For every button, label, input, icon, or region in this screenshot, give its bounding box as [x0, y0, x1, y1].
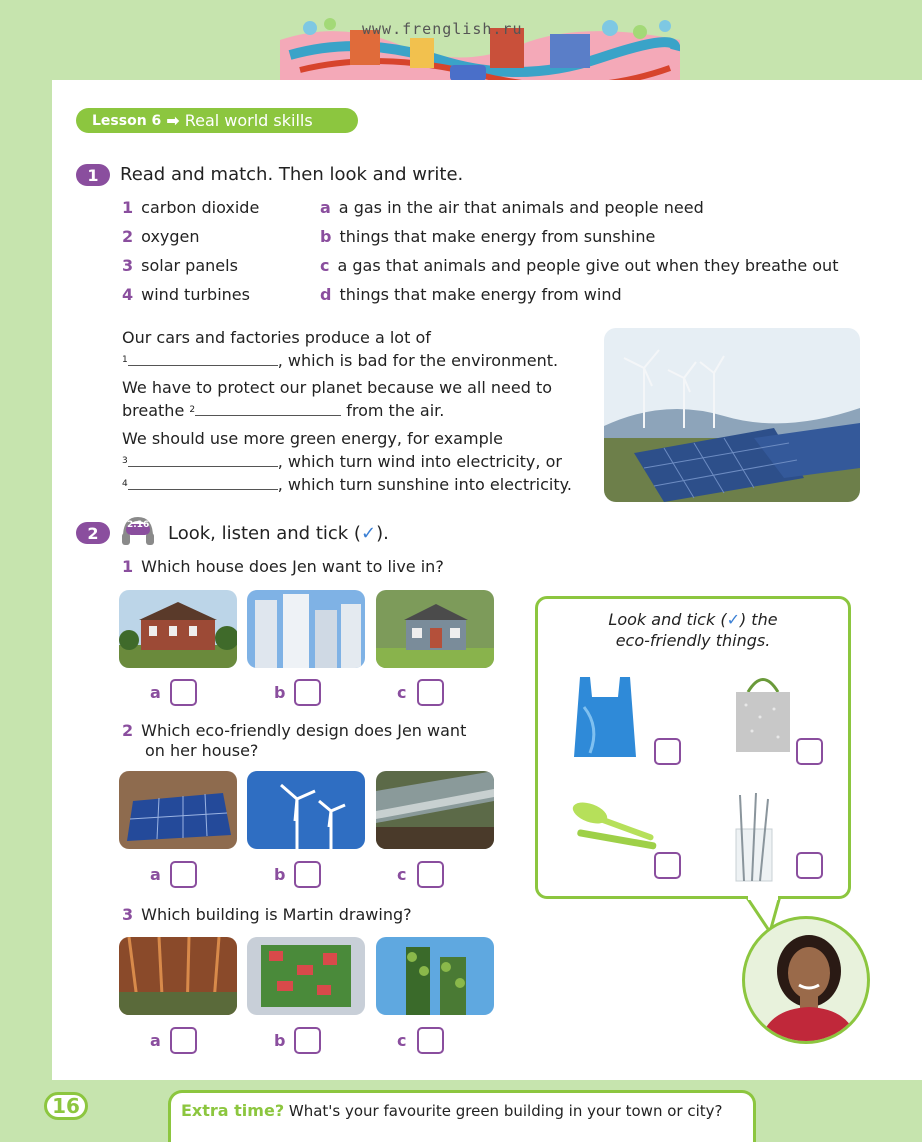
q2-checkbox-b[interactable]	[294, 861, 321, 888]
match-left-4: 4 wind turbines	[122, 285, 250, 304]
watermark: www.frenglish.ru	[362, 20, 523, 38]
q2-option-a: a	[150, 861, 197, 888]
q1-option-b: b	[274, 679, 321, 706]
eco-checkbox-cloth-bag[interactable]	[796, 738, 823, 765]
exercise-2-instruction: Look, listen and tick (✓).	[168, 523, 389, 544]
match-left-3: 3 solar panels	[122, 256, 238, 275]
exercise-2-number: 2	[76, 522, 110, 544]
arrow-right-icon: ➡	[166, 111, 180, 130]
q1-checkbox-c[interactable]	[417, 679, 444, 706]
match-right-c: c a gas that animals and people give out when they breathe out	[320, 256, 839, 275]
eco-friendly-panel	[535, 596, 851, 899]
q3-option-a: a	[150, 1027, 197, 1054]
plastic-bag-icon	[570, 667, 640, 762]
match-left-2: 2 oxygen	[122, 227, 200, 246]
lesson-title: Real world skills	[184, 111, 313, 130]
gap-1-input[interactable]	[128, 352, 278, 366]
gap-3-input[interactable]	[128, 453, 278, 467]
q2-checkbox-c[interactable]	[417, 861, 444, 888]
lesson-banner	[76, 108, 358, 133]
q2-option-c: c	[397, 861, 444, 888]
eco-checkbox-plastic-cutlery[interactable]	[654, 852, 681, 879]
gap-2-input[interactable]	[195, 402, 341, 416]
q2-checkbox-a[interactable]	[170, 861, 197, 888]
q1-option-c: c	[397, 679, 444, 706]
solar-roof-photo	[119, 771, 237, 849]
gap-paragraph-2: We have to protect our planet because we all need to breathe $^2$ from the air.	[122, 378, 553, 420]
tick-icon: ✓	[360, 523, 377, 544]
plastic-cutlery-icon	[568, 799, 668, 859]
house-a-photo	[119, 590, 237, 668]
q1-checkbox-a[interactable]	[170, 679, 197, 706]
extra-time-box	[168, 1090, 756, 1142]
q3-checkbox-c[interactable]	[417, 1027, 444, 1054]
solar-wind-photo	[604, 328, 860, 502]
page-number: 16	[44, 1092, 88, 1120]
q1-checkbox-b[interactable]	[294, 679, 321, 706]
eco-checkbox-plastic-bag[interactable]	[654, 738, 681, 765]
track-number: 2.16	[127, 520, 150, 530]
q3-checkbox-a[interactable]	[170, 1027, 197, 1054]
gap-4-input[interactable]	[128, 476, 278, 490]
extra-time-label: Extra time?	[181, 1101, 285, 1120]
q2-option-b: b	[274, 861, 321, 888]
cloth-bag-icon	[728, 667, 798, 767]
rain-gutter-photo	[376, 771, 494, 849]
question-2: 2 Which eco-friendly design does Jen want on her house?	[122, 721, 467, 760]
wind-turbines-photo	[247, 771, 365, 849]
gap-paragraph-1: Our cars and factories produce a lot of $^1$ , which is bad for the environment.	[122, 328, 559, 370]
match-right-d: d things that make energy from wind	[320, 285, 622, 304]
house-b-photo	[247, 590, 365, 668]
q3-option-c: c	[397, 1027, 444, 1054]
question-1: 1 Which house does Jen want to live in?	[122, 557, 444, 576]
metal-straws-icon	[728, 789, 784, 885]
match-right-b: b things that make energy from sunshine	[320, 227, 656, 246]
exercise-1-instruction: Read and match. Then look and write.	[120, 164, 464, 185]
house-c-photo	[376, 590, 494, 668]
eco-panel-title: Look and tick (✓) the eco-friendly things.	[608, 610, 778, 650]
extra-time-question: What's your favourite green building in your town or city?	[288, 1102, 723, 1120]
exercise-1-number: 1	[76, 164, 110, 186]
gap-paragraph-3: We should use more green energy, for example $^3$ , which turn wind into electricity, or $^4$ , which turn sunshine into electricity.	[122, 429, 572, 494]
building-a-photo	[119, 937, 237, 1015]
match-right-a: a a gas in the air that animals and people need	[320, 198, 704, 217]
tick-icon: ✓	[726, 610, 740, 629]
question-3: 3 Which building is Martin drawing?	[122, 905, 412, 924]
building-b-photo	[247, 937, 365, 1015]
q3-option-b: b	[274, 1027, 321, 1054]
q3-checkbox-b[interactable]	[294, 1027, 321, 1054]
q1-option-a: a	[150, 679, 197, 706]
match-left-1: 1 carbon dioxide	[122, 198, 260, 217]
lesson-label: Lesson 6	[92, 112, 162, 129]
eco-checkbox-metal-straws[interactable]	[796, 852, 823, 879]
building-c-photo	[376, 937, 494, 1015]
jen-avatar	[742, 916, 870, 1044]
